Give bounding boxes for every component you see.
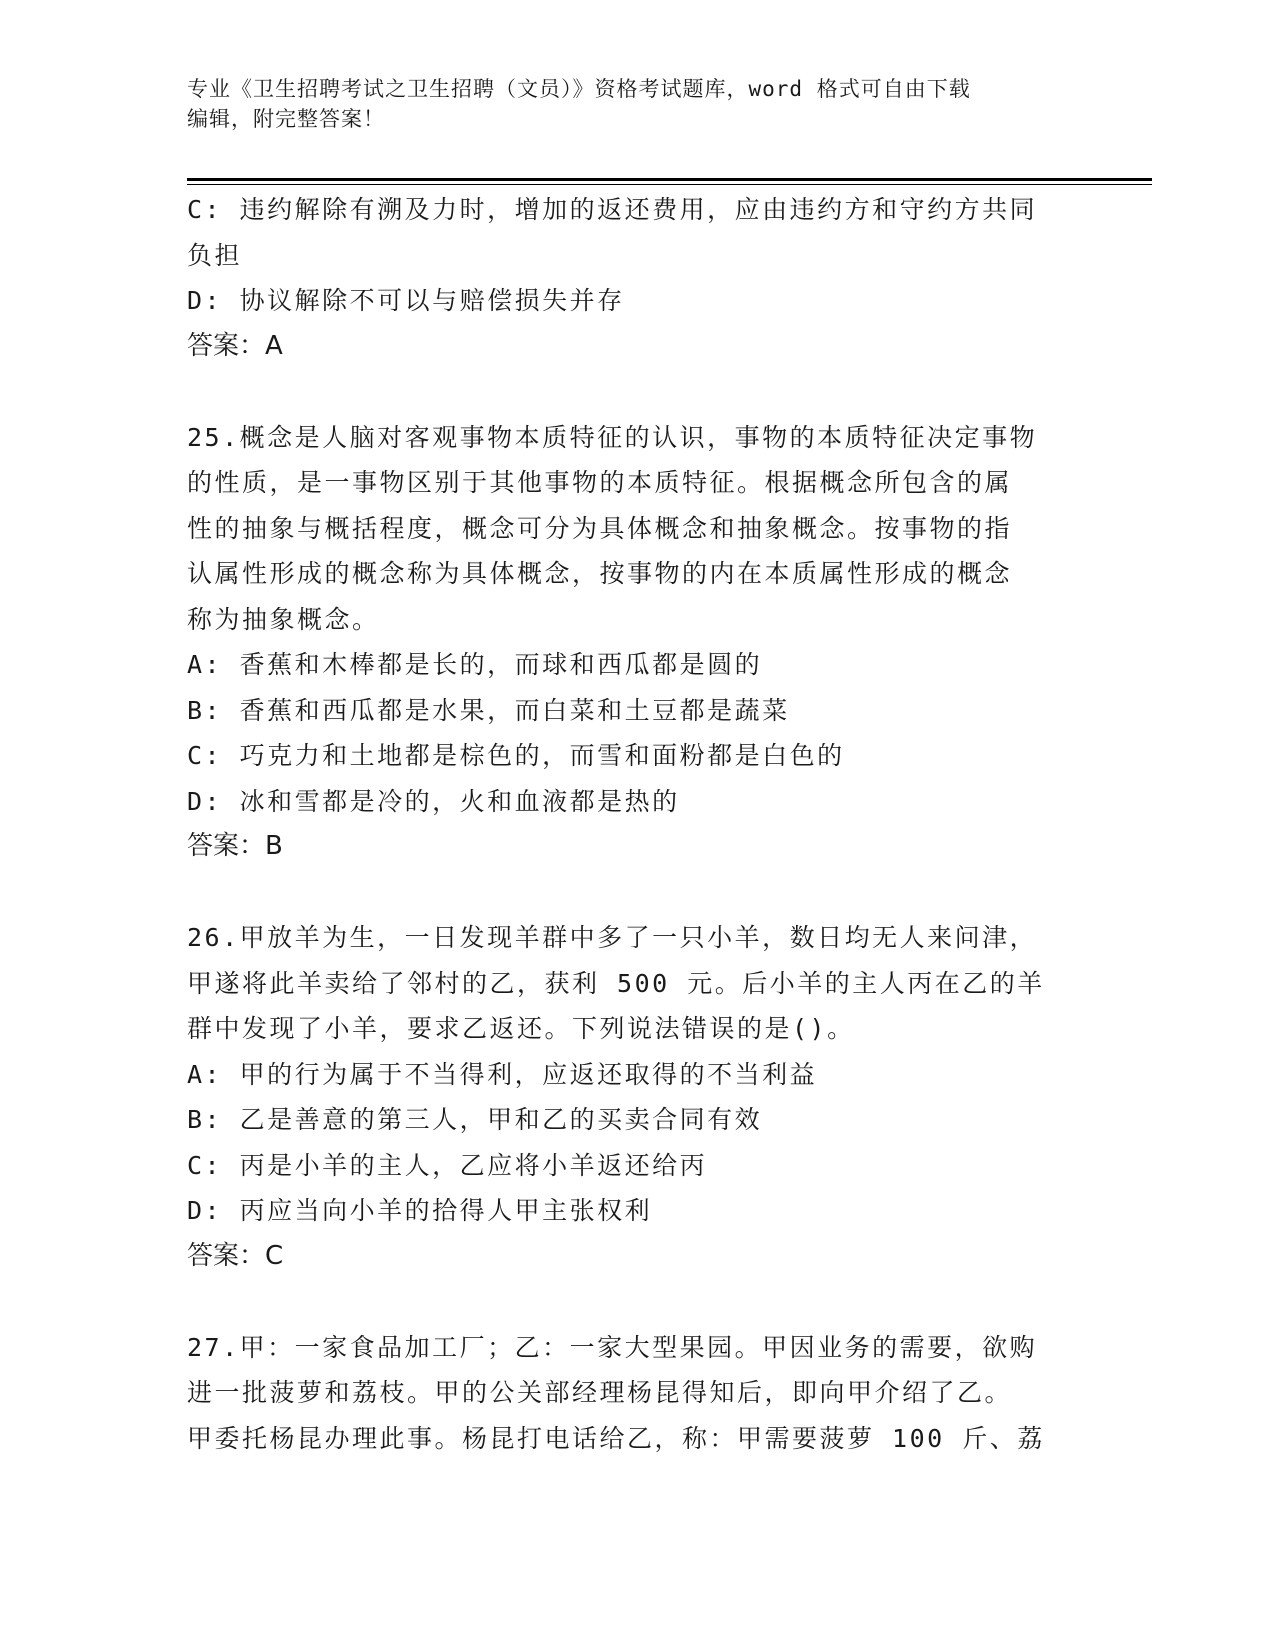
- answer: 答案：A: [187, 330, 283, 361]
- question-26: [187, 915, 1087, 1279]
- option-a: A: 甲的行为属于不当得利，应返还取得的不当利益: [187, 1059, 818, 1089]
- option-b: B: 香蕉和西瓜都是水果，而白菜和土豆都是蔬菜: [187, 695, 790, 725]
- question-stem: 的性质，是一事物区别于其他事物的本质特征。根据概念所包含的属: [187, 468, 1013, 497]
- question-25: [187, 415, 1087, 870]
- question-27: [187, 1325, 1087, 1462]
- option-d: D: 协议解除不可以与赔偿损失并存: [187, 286, 625, 315]
- question-stem: 26.甲放羊为生，一日发现羊群中多了一只小羊，数日均无人来问津，: [187, 923, 1038, 952]
- option-c-continued: 负担: [187, 240, 243, 270]
- question-stem: 进一批菠萝和荔枝。甲的公关部经理杨昆得知后，即向甲介绍了乙。: [187, 1378, 1013, 1407]
- header-line-2: 编辑，附完整答案！: [187, 107, 385, 131]
- header-line-1: 专业《卫生招聘考试之卫生招聘（文员）》资格考试题库，word 格式可自由下载: [187, 77, 971, 101]
- answer: 答案：B: [187, 831, 283, 861]
- question-stem: 甲委托杨昆办理此事。杨昆打电话给乙，称：甲需要菠萝 100 斤、荔: [187, 1423, 1045, 1453]
- option-c: C: 巧克力和土地都是棕色的，而雪和面粉都是白色的: [187, 741, 845, 770]
- option-d: D: 丙应当向小羊的拾得人甲主张权利: [187, 1196, 653, 1225]
- option-d: D: 冰和雪都是冷的，火和血液都是热的: [187, 786, 680, 816]
- question-stem: 认属性形成的概念称为具体概念，按事物的内在本质属性形成的概念: [187, 559, 1013, 588]
- header-rule-thick: [187, 178, 1152, 181]
- option-a: A: 香蕉和木棒都是长的，而球和西瓜都是圆的: [187, 650, 763, 679]
- question-stem: 甲遂将此羊卖给了邻村的乙，获利 500 元。后小羊的主人丙在乙的羊: [187, 968, 1045, 998]
- option-c: C: 丙是小羊的主人，乙应将小羊返还给丙: [187, 1150, 708, 1180]
- question-stem: 性的抽象与概括程度，概念可分为具体概念和抽象概念。按事物的指: [187, 513, 1013, 543]
- question-stem: 27.甲：一家食品加工厂；乙：一家大型果园。甲因业务的需要，欲购: [187, 1332, 1038, 1362]
- question-stem: 群中发现了小羊，要求乙返还。下列说法错误的是()。: [187, 1014, 855, 1043]
- option-c: C: 违约解除有溯及力时，增加的返还费用，应由违约方和守约方共同: [187, 195, 1038, 224]
- option-b: B: 乙是善意的第三人，甲和乙的买卖合同有效: [187, 1105, 763, 1134]
- question-stem: 称为抽象概念。: [187, 604, 380, 634]
- question-stem: 25.概念是人脑对客观事物本质特征的认识，事物的本质特征决定事物: [187, 422, 1038, 452]
- question-content: [187, 187, 1087, 1461]
- question-24: [187, 187, 1087, 369]
- document-header: [187, 74, 1067, 134]
- answer: 答案：C: [187, 1240, 284, 1271]
- header-rule-thin: [187, 184, 1152, 185]
